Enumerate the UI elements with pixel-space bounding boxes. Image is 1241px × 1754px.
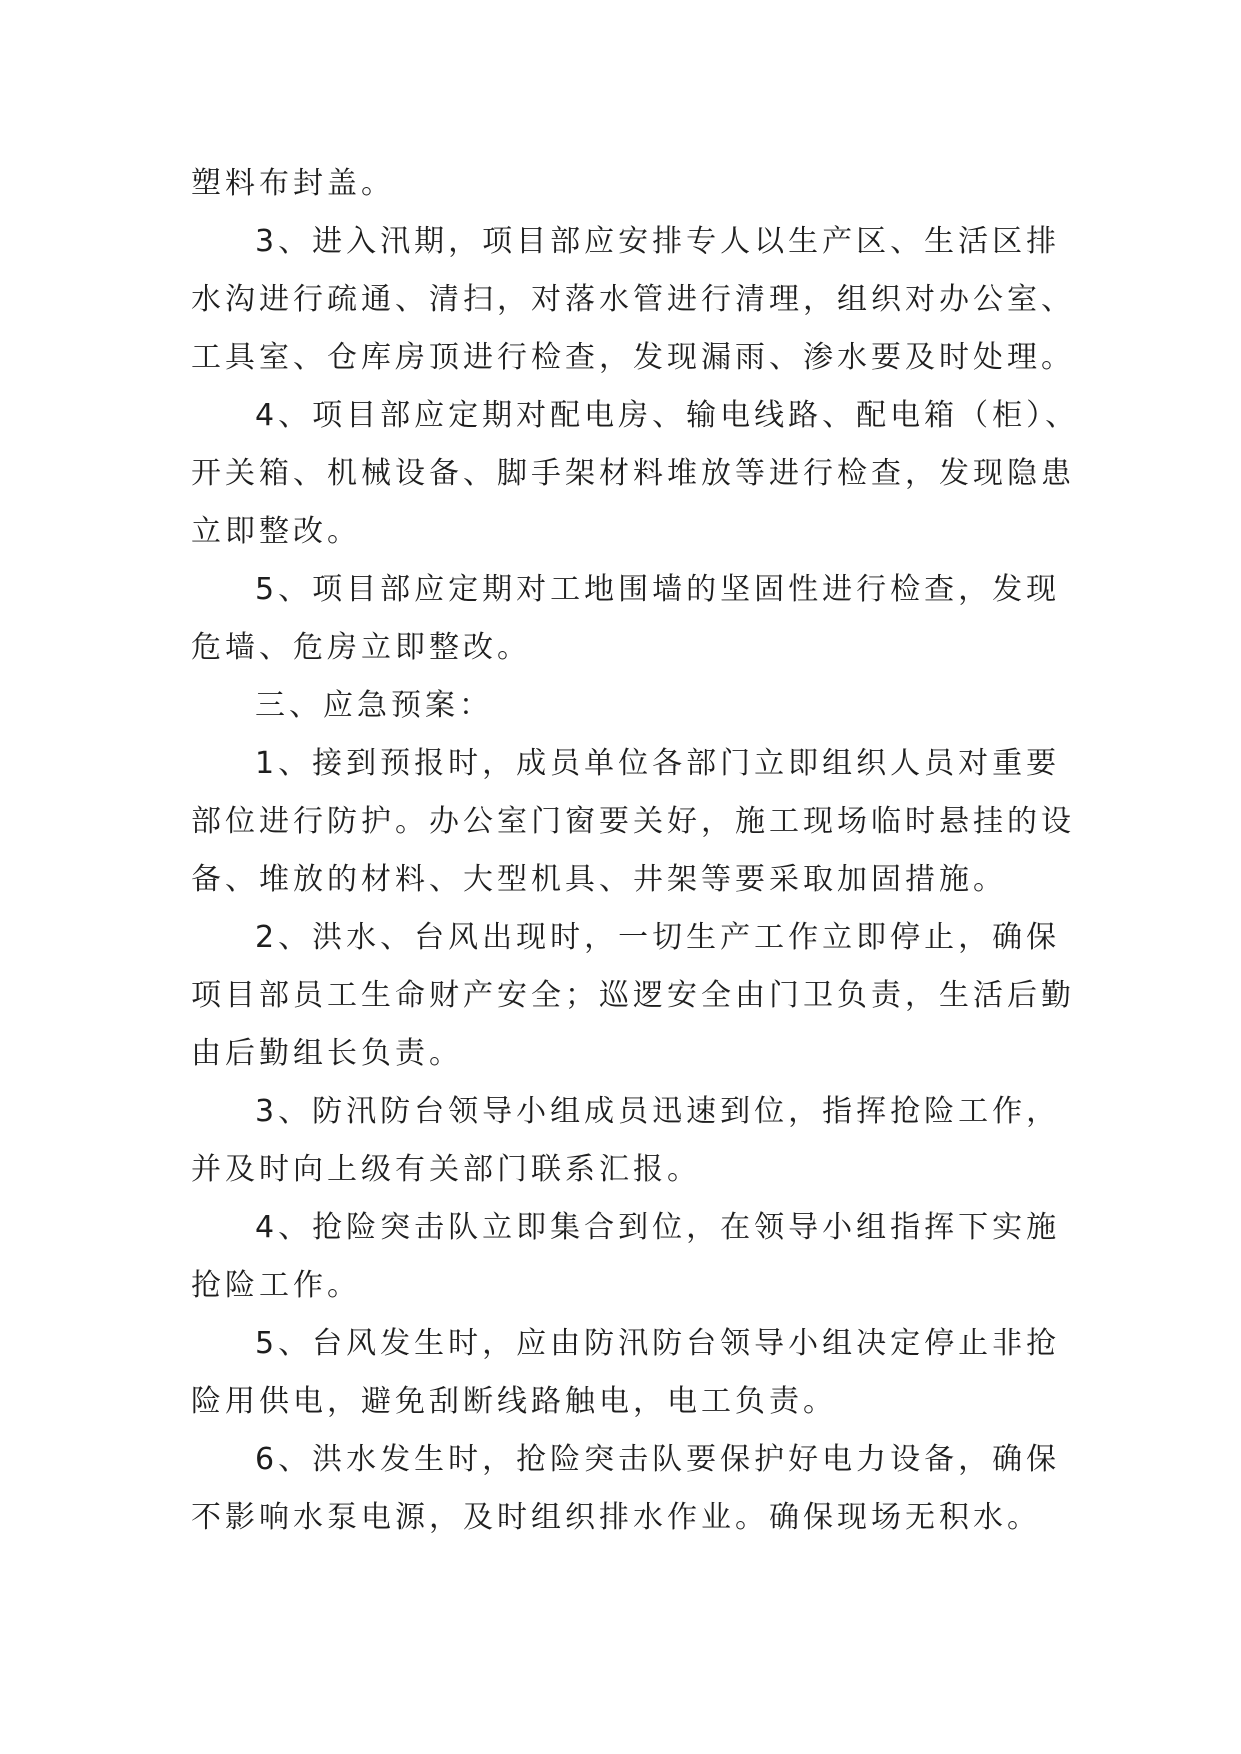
text-line: 2、洪水、台风出现时，一切生产工作立即停止，确保 — [255, 920, 1061, 955]
text-line: 由后勤组长负责。 — [191, 1036, 463, 1071]
text-line: 4、项目部应定期对配电房、输电线路、配电箱（柜）、 — [255, 398, 1080, 433]
text-line: 5、项目部应定期对工地围墙的坚固性进行检查，发现 — [255, 572, 1061, 607]
text-line: 开关箱、机械设备、脚手架材料堆放等进行检查，发现隐患 — [191, 456, 1075, 491]
text-line: 塑料布封盖。 — [191, 166, 395, 201]
text-line: 3、防汛防台领导小组成员迅速到位，指挥抢险工作， — [255, 1094, 1061, 1129]
text-line: 并及时向上级有关部门联系汇报。 — [191, 1152, 701, 1187]
text-line: 6、洪水发生时，抢险突击队要保护好电力设备，确保 — [255, 1442, 1061, 1477]
text-line: 1、接到预报时，成员单位各部门立即组织人员对重要 — [255, 746, 1061, 781]
text-line: 备、堆放的材料、大型机具、井架等要采取加固措施。 — [191, 862, 1007, 897]
paragraph — [191, 1431, 1071, 1547]
text-line: 三、应急预案： — [255, 688, 493, 723]
text-line: 不影响水泵电源，及时组织排水作业。确保现场无积水。 — [191, 1500, 1041, 1535]
paragraph — [191, 1199, 1071, 1315]
paragraph — [191, 213, 1075, 387]
paragraph — [191, 387, 1080, 561]
text-line: 部位进行防护。办公室门窗要关好，施工现场临时悬挂的设 — [191, 804, 1075, 839]
text-line: 立即整改。 — [191, 514, 361, 549]
text-line: 5、台风发生时，应由防汛防台领导小组决定停止非抢 — [255, 1326, 1061, 1361]
document-body — [191, 155, 1080, 1547]
text-line: 3、进入汛期，项目部应安排专人以生产区、生活区排 — [255, 224, 1061, 259]
text-line: 危墙、危房立即整改。 — [191, 630, 531, 665]
text-line: 水沟进行疏通、清扫，对落水管进行清理，组织对办公室、 — [191, 282, 1075, 317]
paragraph — [191, 1315, 1071, 1431]
paragraph — [191, 735, 1075, 909]
text-line: 项目部员工生命财产安全；巡逻安全由门卫负责，生活后勤 — [191, 978, 1075, 1013]
paragraph — [191, 909, 1075, 1083]
text-line: 抢险工作。 — [191, 1268, 361, 1303]
text-line: 工具室、仓库房顶进行检查，发现漏雨、渗水要及时处理。 — [191, 340, 1075, 375]
text-line: 险用供电，避免刮断线路触电，电工负责。 — [191, 1384, 837, 1419]
text-line: 4、抢险突击队立即集合到位，在领导小组指挥下实施 — [255, 1210, 1061, 1245]
paragraph — [191, 677, 1071, 735]
paragraph — [191, 561, 1071, 677]
paragraph — [191, 155, 1071, 213]
paragraph — [191, 1083, 1071, 1199]
